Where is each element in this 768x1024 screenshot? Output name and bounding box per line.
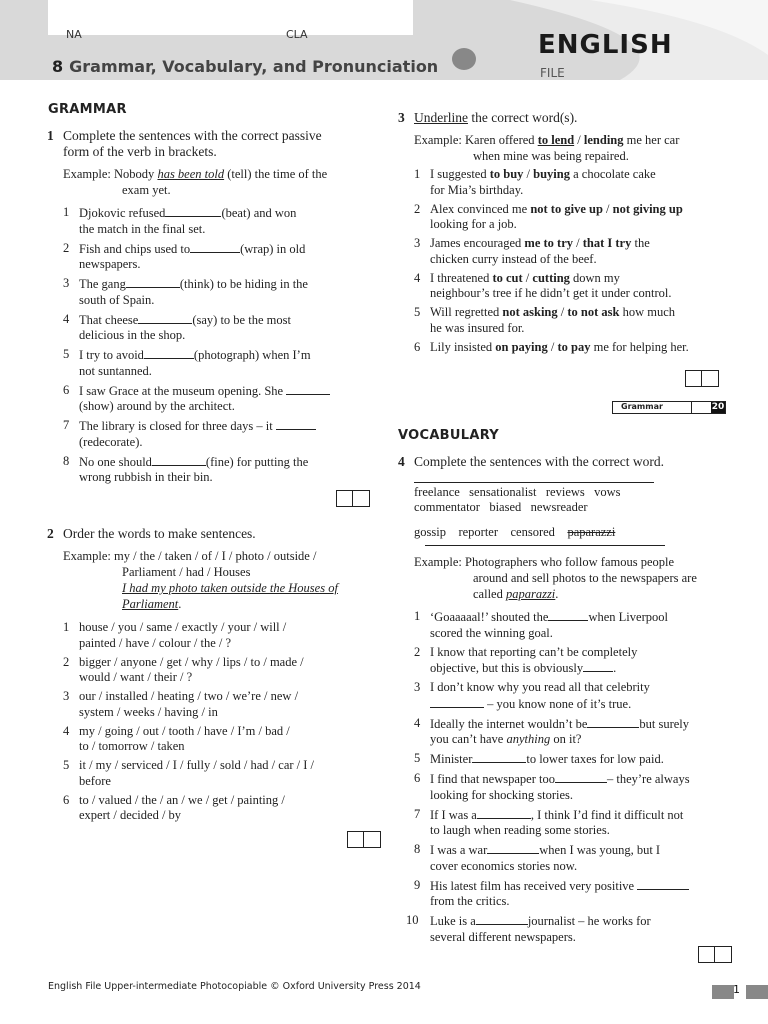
item-number: 1	[414, 609, 421, 623]
wordbank-bottom-rule	[425, 545, 665, 546]
q2-item	[63, 655, 363, 686]
q2-item	[63, 758, 363, 789]
example-option-1: to lend	[537, 133, 575, 147]
brand-sub: FILE	[540, 66, 565, 80]
item-text-line2: system / weeks / having / in	[79, 704, 218, 719]
header-disc-icon	[452, 48, 476, 70]
item-text: how much	[619, 305, 676, 319]
q4-number: 4	[398, 454, 405, 469]
item-text: looking for shocking stories.	[430, 787, 574, 802]
q4-item	[414, 807, 744, 839]
item-number: 2	[63, 240, 70, 255]
example-label: Example:	[63, 167, 111, 181]
item-text: Djokovic refused	[79, 206, 166, 220]
q4-example: Example: Photographers who follow famous people around and sell photos to the newspapers are called paparazzi.	[414, 554, 744, 602]
answer-blank[interactable]	[286, 383, 330, 395]
example-text-line2: when mine was being repaired.	[473, 149, 629, 163]
option-2[interactable]: to not ask	[567, 305, 620, 319]
item-text-line2: wrong rubbish in their bin.	[79, 470, 213, 484]
q2-item	[63, 620, 363, 651]
q3-item: 1 I suggested to buy / buying a chocolate cake for Mia’s birthday.	[414, 167, 734, 198]
example-answer: has been told	[157, 167, 225, 181]
item-text-line2: he was insured for.	[430, 320, 525, 335]
item-text: That cheese	[79, 312, 139, 327]
item-text: I was a war	[430, 843, 488, 857]
answer-blank[interactable]	[583, 660, 613, 672]
class-label: CLA	[286, 28, 308, 41]
q2-instruction	[47, 526, 383, 542]
item-text-line2	[430, 823, 744, 839]
item-text: James encouraged	[430, 236, 525, 250]
item-text: No one should	[79, 454, 152, 469]
example-text: called	[473, 587, 506, 601]
q2-items	[63, 620, 363, 827]
example-label: Example:	[63, 549, 111, 563]
answer-blank[interactable]	[144, 347, 194, 359]
answer-blank[interactable]	[587, 716, 639, 728]
item-number: 5	[414, 305, 421, 319]
item-text-line2: the match in the final set.	[79, 221, 206, 236]
item-text-line2: looking for a job.	[430, 217, 517, 231]
q1-example	[63, 166, 363, 198]
footer-copyright: English File Upper-intermediate Photocopiable © Oxford University Press 2014	[48, 981, 421, 992]
item-text-line2	[430, 788, 744, 804]
item-number: 9	[414, 877, 421, 892]
item-number: 6	[63, 382, 70, 397]
item-text: If I was a	[430, 807, 477, 822]
item-text: I threatened	[430, 270, 493, 285]
answer-blank[interactable]	[476, 913, 528, 925]
item-text-line2: objective, but this is obviously .	[430, 661, 617, 675]
item-text: objective, but this is obviously	[430, 661, 584, 675]
item-text: when I was young, but I	[539, 843, 661, 857]
answer-blank[interactable]	[152, 454, 206, 466]
item-text: The gang	[79, 277, 126, 291]
q4-item	[414, 842, 744, 874]
item-text: I know that reporting can’t be completely	[430, 644, 638, 659]
q4-item	[414, 645, 744, 677]
example-text: my / the / taken / of / I / photo / outside /	[114, 549, 317, 563]
q1-item	[63, 205, 363, 237]
q1-instruction	[47, 128, 383, 160]
q3-item: 6 Lily insisted on paying / to pay me for helping her.	[414, 339, 689, 354]
item-text: The library is closed for three days – it	[79, 419, 273, 433]
answer-blank[interactable]	[165, 205, 221, 217]
example-answer-line2: Parliament	[122, 597, 179, 611]
q3-items	[414, 167, 734, 359]
wordbank-line3	[414, 525, 615, 540]
item-text-line2: would / want / their / ?	[79, 670, 193, 684]
vocabulary-heading: VOCABULARY	[398, 428, 500, 443]
item-text: when Liverpool	[588, 610, 668, 624]
option-separator: /	[574, 133, 584, 147]
item-text: (think) to be hiding in the	[179, 277, 308, 291]
answer-blank[interactable]	[555, 771, 607, 783]
q4-item	[414, 751, 744, 768]
q4-item	[414, 878, 744, 910]
example-label: Example:	[414, 555, 462, 569]
answer-blank[interactable]	[637, 878, 689, 890]
score-divider	[691, 402, 692, 413]
item-text: my / going / out / tooth / have / I’m / bad /	[79, 723, 290, 738]
item-text-line2: neighbour’s tree if he didn’t get it under control.	[430, 286, 672, 300]
item-text: Ideally the internet wouldn’t be	[430, 716, 588, 731]
option-1[interactable]: not to give up	[530, 201, 603, 216]
item-text: I suggested	[430, 167, 490, 181]
q4-item	[414, 680, 744, 712]
example-text-line2: around and sell photos to the newspapers are	[473, 571, 697, 585]
grammar-score-max: 20	[711, 402, 725, 412]
q4-item	[406, 913, 744, 945]
item-number: 2	[414, 644, 421, 659]
grammar-heading: GRAMMAR	[48, 102, 127, 117]
item-text: – they’re always	[606, 772, 690, 786]
item-number: 6	[63, 792, 70, 807]
q3-item: 2 Alex convinced me not to give up / not giving up looking for a job.	[414, 202, 734, 233]
answer-blank[interactable]	[548, 609, 588, 621]
grammar-score-label: Grammar	[621, 402, 663, 411]
item-text-line2: for Mia’s birthday.	[430, 182, 524, 197]
item-text-line2: chicken curry instead of the beef.	[430, 251, 597, 266]
name-class-box	[48, 0, 413, 41]
item-text: – you know none of it’s true.	[487, 696, 632, 711]
item-text: me for helping her.	[590, 339, 689, 354]
item-text: house / you / same / exactly / your / will /	[79, 620, 287, 634]
item-text: ‘Goaaaaal!’ shouted the	[430, 610, 549, 624]
q4-item	[414, 609, 744, 641]
item-text-line2: expert / decided / by	[79, 808, 182, 822]
item-number: 1	[63, 620, 70, 634]
option-2[interactable]: not giving up	[612, 201, 683, 216]
item-text-line2: (redecorate).	[79, 434, 143, 449]
item-text: His latest film has received very positive	[430, 878, 635, 893]
grammar-score-total	[612, 401, 726, 414]
example-text: Nobody	[114, 167, 158, 181]
option-1[interactable]: me to try	[524, 236, 573, 250]
item-number: 8	[414, 842, 421, 856]
wordbank-used-word: paparazzi	[567, 525, 616, 539]
example-text: me her car	[623, 133, 680, 147]
item-text-line2: (show) around by the architect.	[79, 399, 235, 413]
item-text: Lily insisted	[430, 339, 496, 354]
item-text: to / valued / the / an / we / get / painting /	[79, 792, 285, 807]
item-text: I find that newspaper too	[430, 772, 555, 786]
wordbank-words: gossip reporter censored	[414, 525, 568, 539]
q1-item	[63, 276, 363, 308]
page-header	[0, 0, 768, 80]
name-label: NA	[66, 28, 82, 41]
item-number: 4	[414, 270, 421, 285]
item-text: but surely	[639, 716, 690, 731]
example-answer-line1: I had my photo taken outside the Houses of	[122, 581, 338, 595]
q2-example: Example: my / the / taken / of / I / photo / outside / Parliament / had / Houses I had my photo taken outside the Houses of Parliament.	[63, 548, 373, 612]
option-2[interactable]: that I try	[582, 236, 632, 250]
item-text: (fine) for putting the	[205, 454, 309, 469]
q4-instruction	[398, 454, 744, 470]
page-number-bar	[712, 985, 768, 999]
item-text: to laugh when reading some stories.	[430, 823, 610, 837]
item-number: 3	[414, 680, 421, 694]
option-1[interactable]: to buy	[489, 167, 524, 181]
item-text: Will regretted	[430, 305, 503, 319]
option-2[interactable]: to pay	[557, 339, 591, 354]
item-number: 5	[63, 347, 70, 361]
item-text: Minister	[430, 752, 473, 766]
option-2[interactable]: buying	[533, 167, 570, 181]
q3-instruction-text: the correct word(s).	[467, 110, 578, 125]
q1-item	[63, 347, 363, 379]
q1-instruction-line2: form of the verb in brackets.	[63, 144, 217, 159]
example-text-line2: Parliament / had / Houses	[122, 565, 251, 579]
q3-item: 3 James encouraged me to try / that I try the chicken curry instead of the beef.	[414, 236, 734, 267]
q1-item	[63, 454, 363, 486]
answer-blank[interactable]	[276, 418, 316, 430]
q3-number: 3	[398, 110, 405, 125]
q4-score-box[interactable]	[698, 946, 732, 963]
item-text: several different newspapers.	[430, 929, 576, 944]
q3-item: 5 Will regretted not asking / to not ask how much he was insured for.	[414, 305, 734, 336]
item-text: it / my / serviced / I / fully / sold / had / car / I /	[79, 758, 315, 772]
item-number: 4	[63, 723, 70, 738]
item-text: scored the winning goal.	[430, 625, 553, 640]
item-text-line2	[430, 930, 744, 946]
wordbank-line2: commentator biased newsreader	[414, 500, 588, 514]
item-number: 2	[414, 201, 421, 216]
unit-title-text: Grammar, Vocabulary, and Pronunciation	[69, 57, 439, 76]
q1-item	[63, 383, 363, 415]
page-number: 1	[733, 983, 740, 996]
item-emphasis: anything	[506, 732, 551, 746]
item-number: 7	[63, 418, 70, 432]
item-text-line2: newspapers.	[79, 257, 141, 271]
q3-example	[414, 132, 734, 164]
item-text: I don’t know why you read all that celebrity	[430, 680, 650, 694]
q1-score-box[interactable]	[336, 490, 370, 507]
item-number: 1	[414, 167, 421, 181]
answer-blank[interactable]	[472, 751, 526, 763]
item-text: (beat) and won	[221, 206, 297, 220]
item-number: 1	[63, 205, 70, 219]
item-text-line2: delicious in the shop.	[79, 328, 186, 342]
unit-title	[52, 57, 438, 76]
q4-items	[406, 609, 744, 949]
q2-item	[63, 793, 363, 824]
item-text: Fish and chips used to	[79, 241, 191, 256]
item-text: I saw Grace at the museum opening. She	[79, 383, 284, 398]
q1-item	[63, 418, 363, 450]
item-number: 3	[414, 236, 421, 250]
item-text-line2	[430, 859, 744, 875]
item-number: 4	[63, 311, 70, 326]
item-text-line2: not suntanned.	[79, 363, 152, 378]
item-text-line2: south of Spain.	[79, 292, 155, 307]
item-text: bigger / anyone / get / why / lips / to / made /	[79, 654, 304, 669]
unit-number: 8	[52, 57, 64, 76]
q2-number: 2	[47, 526, 54, 541]
item-text: cover economics stories now.	[430, 858, 578, 873]
option-1[interactable]: to cut	[492, 270, 523, 285]
item-number: 3	[63, 276, 70, 290]
item-number: 6	[414, 771, 421, 785]
q1-item	[63, 312, 363, 344]
item-text: journalist – he works for	[527, 914, 651, 928]
item-text: a chocolate cake	[570, 167, 656, 181]
q1-instruction-line1: Complete the sentences with the correct passive	[63, 128, 322, 143]
item-text: , I think I’d find it difficult not	[530, 807, 684, 822]
item-text: Alex convinced me	[430, 201, 531, 216]
example-text: Karen offered	[465, 133, 538, 147]
item-text-line2	[430, 732, 744, 748]
wordbank-line1: freelance sensationalist reviews vows	[414, 485, 621, 499]
item-number: 6	[414, 339, 421, 354]
example-text: (tell) the time of the	[224, 167, 328, 181]
item-text: Luke is a	[430, 914, 476, 928]
item-text: to lower taxes for low paid.	[526, 752, 664, 766]
answer-blank[interactable]	[190, 241, 240, 253]
item-text: our / installed / heating / two / we’re / new /	[79, 689, 299, 703]
example-text-line2: exam yet.	[122, 183, 171, 197]
example-text: Photographers who follow famous people	[465, 555, 675, 569]
answer-blank[interactable]	[126, 276, 180, 288]
q1-number: 1	[47, 128, 54, 143]
q4-item	[414, 771, 744, 803]
q4-instruction-text: Complete the sentences with the correct word.	[414, 454, 665, 469]
item-number: 2	[63, 654, 70, 669]
item-text-line2: before	[79, 773, 111, 788]
q2-item	[63, 724, 363, 755]
q2-instruction-text: Order the words to make sentences.	[63, 526, 256, 541]
item-text-line2: painted / have / colour / the / ?	[79, 635, 232, 650]
item-text-line2: to / tomorrow / taken	[79, 739, 185, 753]
item-number: 7	[414, 806, 421, 821]
q2-item	[63, 689, 363, 720]
item-text: (wrap) in old	[240, 241, 306, 256]
item-number: 3	[63, 689, 70, 703]
item-text-line2	[430, 696, 744, 713]
example-answer: paparazzi	[505, 587, 556, 601]
item-number: 10	[406, 913, 419, 927]
item-text-line2	[430, 894, 744, 910]
item-text: on it?	[550, 732, 582, 746]
q3-score-box[interactable]	[685, 370, 719, 387]
answer-blank[interactable]	[138, 312, 192, 324]
item-number: 8	[63, 453, 70, 468]
wordbank-top-rule	[414, 482, 654, 483]
item-text: (photograph) when I’m	[193, 348, 311, 362]
q3-item: 4 I threatened to cut / cutting down my neighbour’s tree if he didn’t get it under control.	[414, 271, 734, 302]
item-number: 5	[63, 758, 70, 772]
answer-blank[interactable]	[487, 842, 539, 854]
item-text: you can’t have	[430, 732, 507, 746]
q4-item	[414, 716, 744, 748]
option-1[interactable]: not asking	[502, 305, 558, 319]
item-number: 5	[414, 751, 421, 765]
item-number: 4	[414, 715, 421, 730]
option-2[interactable]: cutting	[532, 270, 570, 285]
item-text: (say) to be the most	[192, 312, 291, 327]
item-text: down my	[569, 270, 620, 285]
q1-item	[63, 241, 363, 273]
item-text-line2	[430, 626, 744, 642]
answer-blank[interactable]	[430, 696, 484, 708]
item-text: I try to avoid	[79, 348, 144, 362]
item-text: the	[631, 236, 650, 250]
answer-blank[interactable]	[477, 807, 531, 819]
option-1[interactable]: on paying	[495, 339, 548, 354]
example-label: Example:	[414, 133, 462, 147]
q1-items	[63, 205, 363, 489]
q2-score-box[interactable]	[347, 831, 381, 848]
example-option-2: lending	[583, 133, 624, 147]
q3-instruction-underline: Underline	[414, 110, 468, 125]
item-text: from the critics.	[430, 894, 510, 908]
brand-logo: ENGLISH	[538, 30, 673, 60]
q3-instruction	[398, 110, 734, 126]
